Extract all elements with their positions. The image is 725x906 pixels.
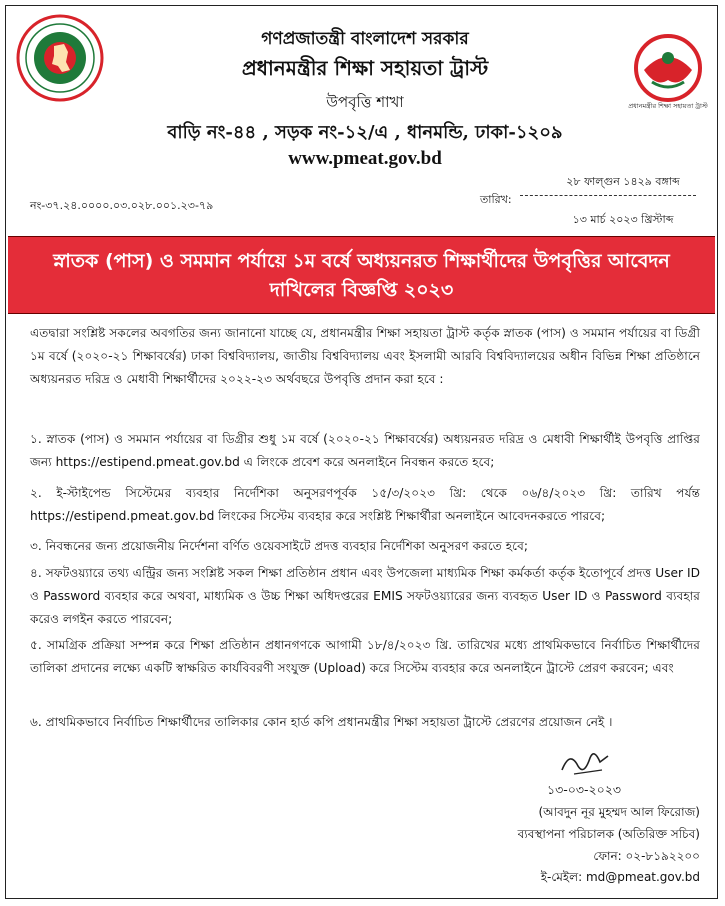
- date-divider: [520, 195, 696, 196]
- government-seal-icon: [16, 14, 104, 102]
- notice-title-line1: স্নাতক (পাস) ও সমমান পর্যায়ে ১ম বর্ষে অধ্যয়নরত শিক্ষার্থীদের উপবৃত্তির আবেদন: [53, 250, 670, 272]
- government-name: গণপ্রজাতন্ত্রী বাংলাদেশ সরকার: [261, 29, 469, 49]
- branch-name: উপবৃত্তি শাখা: [326, 93, 404, 111]
- address: বাড়ি নং-৪৪ , সড়ক নং-১২/এ , ধানমন্ডি, ঢাকা-১২০৯: [167, 122, 563, 143]
- notice-item-2: ২. ই-স্টাইপেন্ড সিস্টেমের ব্যবহার নির্দেশিকা অনুসরণপূর্বক ১৫/৩/২০২৩ খ্রি: থেকে ০৬/৪/২০২৩ খ্রি: তারিখ পর্যন্ত https://estipend.pmeat.gov.bd লিংকের সিস্টেম ব্যবহার করে সংশ্লিষ্ট শিক্ষার্থীরা অনলাইনে আবেদনকরতে পারবে;: [30, 486, 700, 523]
- signature-date: ১৩-০৩-২০২৩: [546, 782, 622, 797]
- notice-item-4: ৪. সফটওয়্যারে তথ্য এন্ট্রির জন্য সংশ্লিষ্ট সকল শিক্ষা প্রতিষ্ঠান প্রধান এবং উপজেলা মাধ্যমিক শিক্ষা কর্মকর্তা কর্তৃক ইতোপূর্বে প্রদত্ত User ID ও Password ব্যবহার করে অথবা, মাধ্যমিক ও উচ্চ শিক্ষা অধিদপ্তরের EMIS সফটওয়্যারের জন্য ব্যবহৃত User ID ও Password ব্যবহার করেও লগইন করতে পারবেন;: [30, 566, 700, 626]
- date-label: তারিখ:: [480, 193, 512, 206]
- memo-number: নং-৩৭.২৪.০০০০.০৩.০২৮.০০১.২৩-৭৯: [30, 199, 214, 212]
- date-bangla: ২৮ ফাল্গুন ১৪২৯ বঙ্গাব্দ: [566, 175, 680, 188]
- signature-icon: [556, 740, 616, 780]
- trust-name: প্রধানমন্ত্রীর শিক্ষা সহায়তা ট্রাস্ট: [241, 56, 489, 80]
- notice-title-banner: [8, 236, 715, 314]
- intro-paragraph: এতদ্বারা সংশ্লিষ্ট সকলের অবগতির জন্য জানানো যাচ্ছে যে, প্রধানমন্ত্রীর শিক্ষা সহায়তা ট্রাস্ট কর্তৃক স্নাতক (পাস) ও সমমান পর্যায়ের বা ডিগ্রী ১ম বর্ষে (২০২০-২১ শিক্ষাবর্ষের) ঢাকা বিশ্ববিদ্যালয়, জাতীয় বিশ্ববিদ্যালয় এবং ইসলামী আরবি বিশ্ববিদ্যালয়ের অধীন বিভিন্ন শিক্ষা প্রতিষ্ঠানে অধ্যয়নরত দরিদ্র ও মেধাবী শিক্ষার্থীদের ২০২২-২৩ অর্থবছরে উপবৃত্তি প্রদান করা হবে :: [30, 326, 700, 386]
- notice-title-line2: দাখিলের বিজ্ঞপ্তি ২০২৩: [269, 279, 454, 301]
- website-link[interactable]: www.pmeat.gov.bd: [288, 148, 442, 169]
- signatory-name: (আবদুন নূর মুহম্মদ আল ফিরোজ): [538, 805, 700, 819]
- signatory-phone: ফোন: ০২-৮১৯২২০০: [593, 849, 700, 863]
- signatory-designation: ব্যবস্থাপনা পরিচালক (অতিরিক্ত সচিব): [517, 827, 700, 841]
- signatory-email[interactable]: ই-মেইল: md@pmeat.gov.bd: [540, 870, 700, 884]
- date-english: ১৩ মার্চ ২০২৩ খ্রিস্টাব্দ: [572, 213, 674, 226]
- notice-item-5: ৫. সামগ্রিক প্রক্রিয়া সম্পন্ন করে শিক্ষা প্রতিষ্ঠান প্রধানগণকে আগামী ১৮/৪/২০২৩ খ্রি. তারিখের মধ্যে প্রাথমিকভাবে নির্বাচিত শিক্ষার্থীদের তালিকা প্রদানের লক্ষ্যে একটি স্বাক্ষরিত কার্যবিবরণী সংযুক্ত (Upload) করে সিস্টেম ব্যবহার করে অনলাইনে ট্রাস্টে প্রেরণ করবেন; এবং: [30, 638, 700, 675]
- notice-item-6: ৬. প্রাথমিকভাবে নির্বাচিত শিক্ষার্থীদের তালিকার কোন হার্ড কপি প্রধানমন্ত্রীর শিক্ষা সহায়তা ট্রাস্টে প্রেরণের প্রয়োজন নেই ।: [30, 715, 613, 729]
- trust-logo-icon: [630, 30, 706, 106]
- notice-item-3: ৩. নিবন্ধনের জন্য প্রয়োজনীয় নির্দেশনা বর্ণিত ওয়েবসাইটে প্রদত্ত ব্যবহার নির্দেশিকা অনুসরণ করতে হবে;: [30, 539, 528, 553]
- trust-logo-caption: প্রধানমন্ত্রীর শিক্ষা সহায়তা ট্রাস্ট: [628, 102, 708, 110]
- notice-item-1: ১. স্নাতক (পাস) ও সমমান পর্যায়ের বা ডিগ্রীর শুধু ১ম বর্ষে (২০২০-২১ শিক্ষাবর্ষের) অধ্যয়নরত দরিদ্র ও মেধাবী শিক্ষার্থীই উপবৃত্তি প্রাপ্তির জন্য https://estipend.pmeat.gov.bd এ লিংকে প্রবেশ করে অনলাইনে নিবন্ধন করতে হবে;: [30, 432, 700, 469]
